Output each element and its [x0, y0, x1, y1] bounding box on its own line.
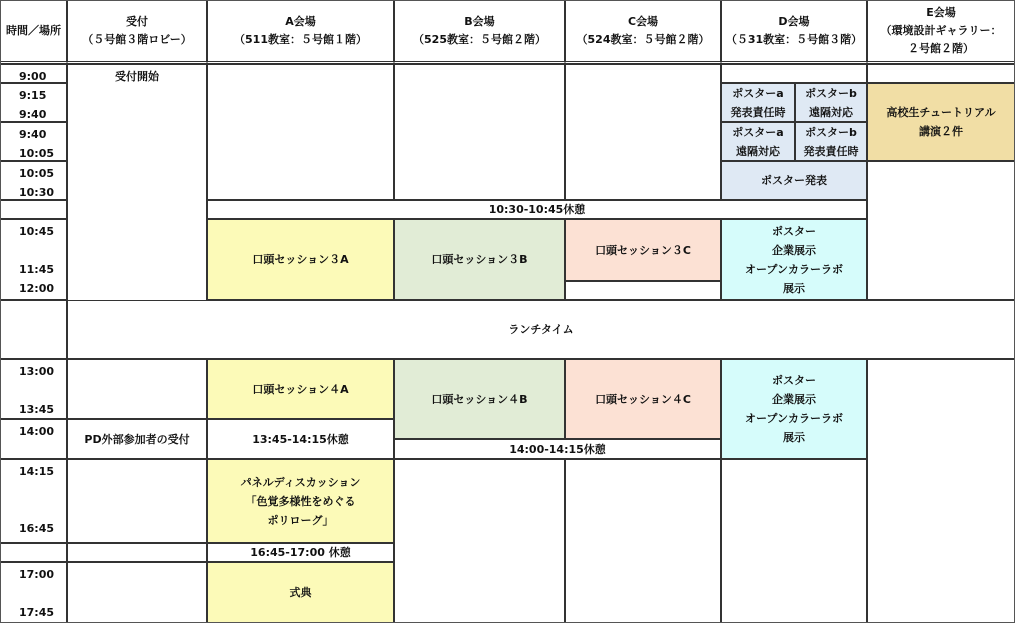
time-1300-1345-line: 13:45: [19, 403, 55, 416]
reception-pd-external-line: PD外部参加者の受付: [84, 432, 190, 446]
e-blank-900: [867, 64, 1015, 83]
time-1415-1645-line: 14:15: [19, 465, 55, 478]
d-poster-b-remote: [795, 83, 867, 122]
time-1415-1645-line: [1, 500, 66, 519]
header-time-place-line: 時間／場所: [6, 24, 61, 37]
d-poster-exhibit-pm-line: ポスター: [772, 374, 816, 387]
d-poster-exhibit-pm-line: 企業展示: [772, 393, 816, 406]
reception-blank-1645: [67, 543, 207, 562]
time-1045-1200-line: 12:00: [19, 282, 55, 295]
header-venue-e-line: （環境設計ギャラリー：: [880, 24, 1002, 37]
d-poster-b-remote-line: ポスターb: [805, 86, 857, 100]
header-venue-a-line: （511教室：５号館１階）: [234, 33, 367, 46]
reception-blank-1415: [67, 459, 207, 543]
a-break-1345-1415: [207, 419, 394, 459]
d-poster-b-presenter-line: 発表責任時: [803, 144, 859, 158]
time-1400: [0, 419, 67, 459]
reception-start-line: 受付開始: [115, 70, 159, 83]
time-1005-1030-line: 10:30: [19, 186, 55, 199]
d-poster-b-remote-line: 遠隔対応: [809, 105, 853, 119]
header-venue-d: [721, 0, 867, 64]
d-poster-a-remote-line: ポスターa: [732, 125, 784, 139]
time-blank-2: [0, 543, 67, 562]
reception-blank-1300: [67, 359, 207, 419]
time-915-940: [0, 83, 67, 122]
time-900-line: 9:00: [19, 70, 47, 83]
c-blank-morning: [565, 64, 721, 200]
time-1700-1745: [0, 562, 67, 623]
time-1005-1030-line: 10:05: [19, 167, 55, 180]
time-1045-1200-line: [1, 241, 66, 260]
header-venue-b-line: （525教室：５号館２階）: [413, 33, 546, 46]
e-highschool-tutorial: [867, 83, 1015, 161]
time-915-940-line: 9:15: [19, 89, 47, 102]
d-poster-presentation: [721, 161, 867, 200]
a-break-1645-1700-line: 16:45-17:00 休憩: [250, 546, 351, 559]
a-break-1345-1415-line: 13:45-14:15休憩: [252, 432, 349, 446]
time-940-1005-line: 10:05: [19, 147, 55, 160]
e-highschool-tutorial-line: 講演２件: [919, 125, 963, 138]
a-ceremony-line: 式典: [289, 586, 312, 599]
time-1300-1345: [0, 359, 67, 419]
time-1300-1345-line: [1, 381, 66, 400]
header-reception-line: 受付: [126, 15, 148, 28]
time-blank-1: [0, 200, 67, 219]
e-blank-afternoon: [867, 359, 1015, 623]
header-reception-line: （５号館３階ロビー）: [82, 33, 192, 46]
time-1415-1645-line: 16:45: [19, 522, 55, 535]
header-venue-d-line: （５31教室：５号館３階）: [725, 33, 863, 46]
time-1045-1200-line: 11:45: [19, 263, 55, 276]
time-940-1005: [0, 122, 67, 161]
bc-break-1400-1415-line: 14:00-14:15休憩: [509, 442, 606, 456]
time-1700-1745-line: [1, 584, 66, 603]
d-poster-exhibit-pm-line: オープンカラーラボ: [744, 412, 843, 425]
time-blank-lunch: [0, 300, 67, 359]
a-panel-discussion-line: 「色覚多様性をめぐる: [245, 494, 356, 508]
header-venue-d-line: D会場: [778, 15, 810, 28]
c-oral-session-4c: [565, 359, 721, 439]
header-venue-a: [207, 0, 394, 64]
header-reception: [67, 0, 207, 64]
d-poster-exhibit-am-line: 企業展示: [772, 243, 816, 257]
reception-blank-1700: [67, 562, 207, 623]
c-oral-session-3c-line: 口頭セッション３C: [595, 243, 691, 257]
time-1400-line: 14:00: [19, 425, 55, 438]
header-time-place: [0, 0, 67, 64]
d-poster-a-presenter-line: ポスターa: [732, 86, 784, 100]
time-1700-1745-line: 17:45: [19, 606, 55, 619]
e-blank-after-tutorial: [867, 161, 1015, 300]
header-venue-c-line: C会場: [627, 15, 659, 28]
c-blank-late: [565, 459, 721, 623]
b-blank-morning: [394, 64, 565, 200]
time-1415-1645-line: [1, 481, 66, 500]
d-poster-presentation-line: ポスター発表: [761, 174, 827, 187]
c-oral-session-3c: [565, 219, 721, 281]
d-poster-exhibit-pm: [721, 359, 867, 459]
time-1045-1200-line: 10:45: [19, 225, 55, 238]
d-poster-a-presenter: [721, 83, 795, 122]
header-venue-c-line: （524教室：５号館２階）: [576, 33, 710, 46]
a-oral-session-4a-line: 口頭セッション４A: [252, 382, 349, 396]
e-highschool-tutorial-line: 高校生チュートリアル: [886, 106, 996, 119]
header-venue-a-line: A会場: [285, 15, 316, 28]
a-oral-session-3a: [207, 219, 394, 300]
d-poster-a-remote-line: 遠隔対応: [736, 144, 780, 158]
b-oral-session-3b-line: 口頭セッション３B: [431, 253, 528, 266]
d-poster-exhibit-am-line: 展示: [783, 281, 805, 295]
d-poster-b-presenter-line: ポスターb: [805, 125, 857, 139]
d-blank-900: [721, 64, 867, 83]
b-oral-session-4b-line: 口頭セッション４B: [431, 392, 528, 406]
time-915-940-line: 9:40: [19, 108, 47, 121]
a-oral-session-3a-line: 口頭セッション３A: [252, 253, 349, 266]
header-venue-b-line: B会場: [464, 15, 495, 28]
time-1700-1745-line: 17:00: [19, 568, 55, 581]
d-blank-late: [721, 459, 867, 623]
bc-break-1400-1415: [394, 439, 721, 459]
a-blank-morning: [207, 64, 394, 200]
a-ceremony: [207, 562, 394, 623]
a-panel-discussion: [207, 459, 394, 543]
d-poster-a-presenter-line: 発表責任時: [730, 105, 786, 119]
a-panel-discussion-line: パネルディスカッション: [240, 475, 361, 489]
time-1300-1345-line: 13:00: [19, 365, 55, 378]
b-blank-late: [394, 459, 565, 623]
c-blank-1145: [565, 281, 721, 300]
time-1045-1200: [0, 219, 67, 300]
c-oral-session-4c-line: 口頭セッション４C: [595, 392, 691, 406]
d-poster-exhibit-pm-line: 展示: [783, 431, 805, 444]
break-1030-1045: [207, 200, 867, 219]
time-940-1005-line: 9:40: [19, 128, 47, 141]
b-oral-session-3b: [394, 219, 565, 300]
header-venue-e-line: E会場: [926, 6, 956, 19]
time-1005-1030: [0, 161, 67, 200]
a-break-1645-1700: [207, 543, 394, 562]
d-poster-exhibit-am: [721, 219, 867, 300]
header-venue-e-line: ２号館２階）: [908, 42, 974, 55]
header-venue-c: [565, 0, 721, 64]
d-poster-a-remote: [721, 122, 795, 161]
b-oral-session-4b: [394, 359, 565, 439]
d-poster-exhibit-am-line: オープンカラーラボ: [744, 262, 843, 276]
d-poster-exhibit-am-line: ポスター: [772, 224, 816, 238]
d-poster-b-presenter: [795, 122, 867, 161]
break-1030-1045-line: 10:30-10:45休憩: [488, 203, 586, 216]
time-900: [0, 64, 67, 83]
lunch-time: [67, 300, 1015, 359]
time-1415-1645: [0, 459, 67, 543]
a-panel-discussion-line: ポリローグ」: [267, 513, 334, 527]
reception-pd-external: [67, 419, 207, 459]
a-oral-session-4a: [207, 359, 394, 419]
header-venue-e: [867, 0, 1015, 64]
header-venue-b: [394, 0, 565, 64]
lunch-time-line: ランチタイム: [508, 323, 574, 336]
